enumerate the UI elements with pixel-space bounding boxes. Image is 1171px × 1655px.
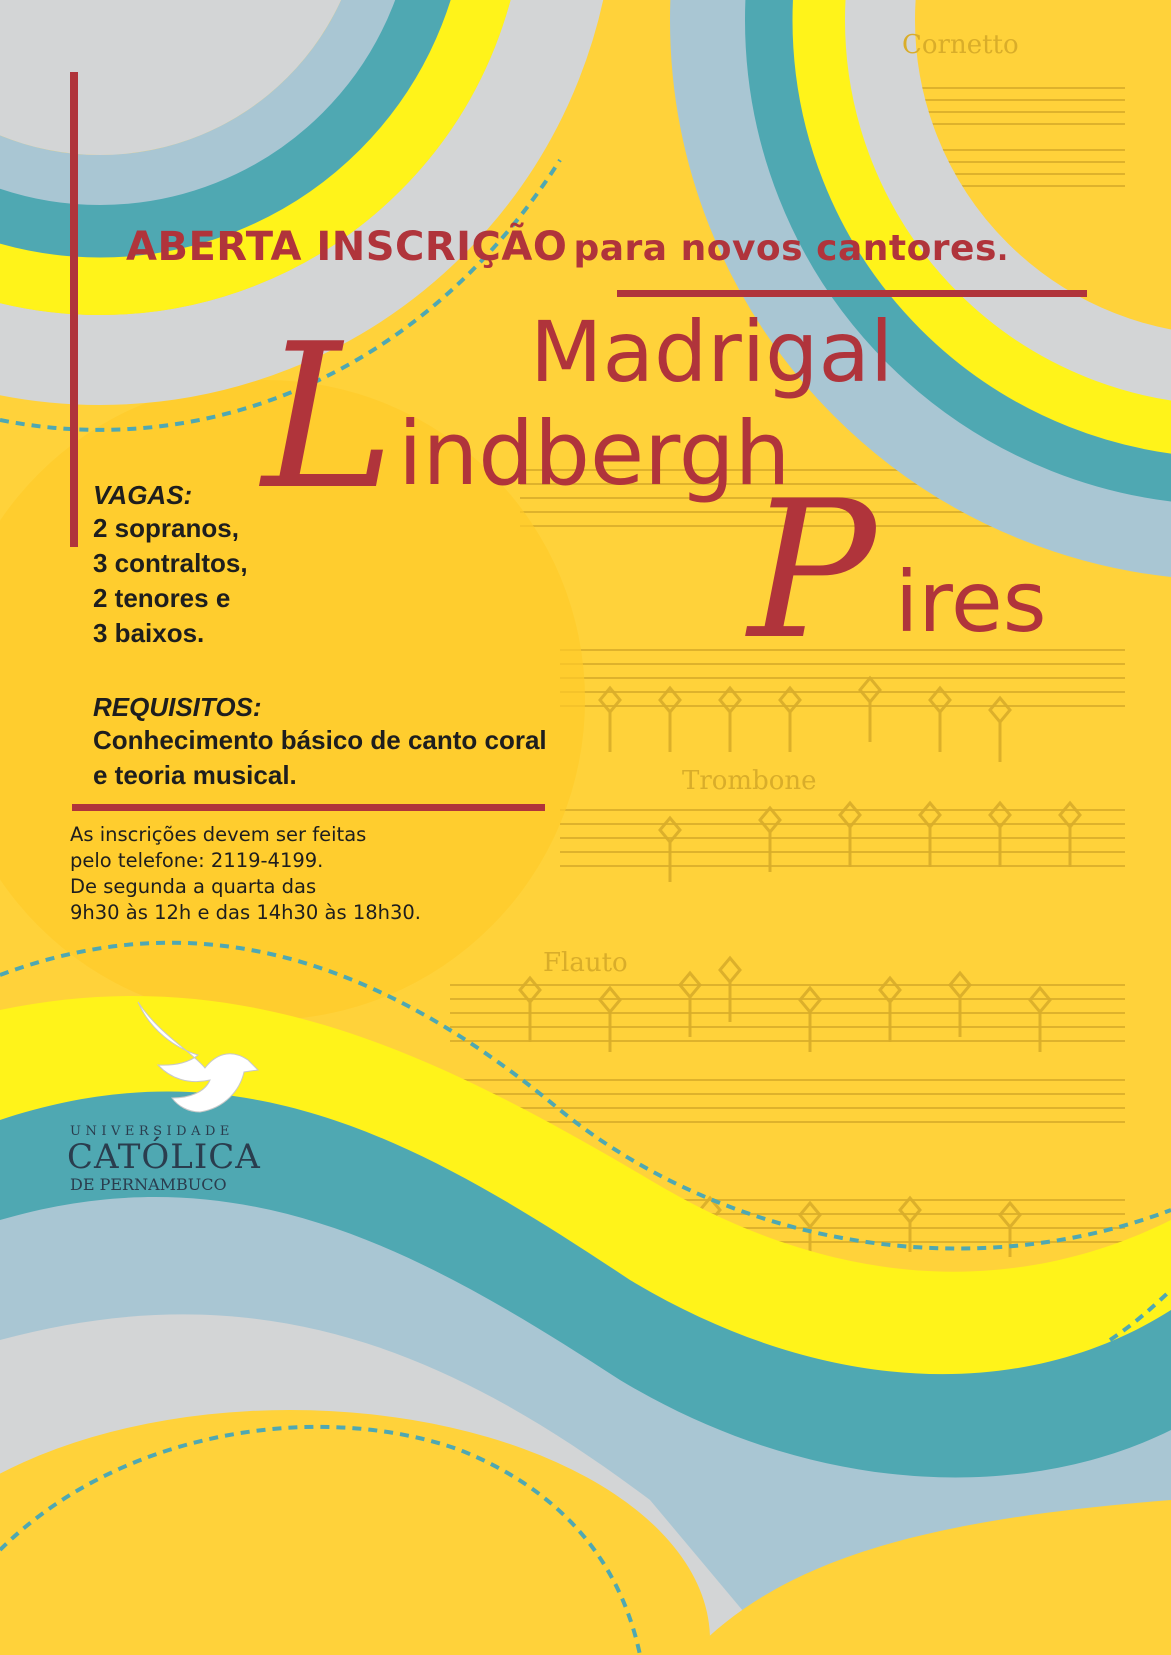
contact-line: pelo telefone: 2119-4199. <box>70 849 324 872</box>
title-first-name-rest: indbergh <box>398 402 791 505</box>
logo-line-pernambuco: DE PERNAMBUCO <box>70 1175 227 1194</box>
vagas-item: 3 contraltos, <box>93 548 248 578</box>
title-initial-p: P <box>748 460 876 681</box>
logo-line-catolica: CATÓLICA <box>67 1137 261 1177</box>
requisitos-line: Conhecimento básico de canto coral <box>93 725 547 755</box>
headline-part2: para novos cantores <box>573 228 997 269</box>
contact-line: De segunda a quarta das <box>70 875 317 898</box>
contact-line: As inscrições devem ser feitas <box>70 823 367 846</box>
vagas-item: 2 sopranos, <box>93 513 239 543</box>
title-madrigal: Madrigal <box>530 303 894 401</box>
requisitos-section <box>93 692 547 793</box>
requisitos-line: e teoria musical. <box>93 760 297 790</box>
title-last-name-rest: ires <box>895 553 1047 651</box>
headline <box>126 224 1076 270</box>
headline-part1: ABERTA INSCRIÇÃO <box>126 224 568 270</box>
sheet-label-trombone: Trombone <box>682 766 817 796</box>
headline-underline <box>617 290 1087 297</box>
vagas-item: 2 tenores e <box>93 583 231 613</box>
sheet-label-flauto: Flauto <box>543 948 628 978</box>
info-divider <box>72 804 545 811</box>
headline-end: . <box>996 233 1009 268</box>
contact-info <box>70 822 421 926</box>
logo-line-universidade: UNIVERSIDADE <box>70 1124 234 1139</box>
vagas-item: 3 baixos. <box>93 618 205 648</box>
vertical-red-bar <box>70 72 78 547</box>
university-logo <box>62 1124 272 1194</box>
sheet-label-cornetto: Cornetto <box>902 30 1019 60</box>
contact-line: 9h30 às 12h e das 14h30 às 18h30. <box>70 901 422 924</box>
vagas-section <box>93 480 248 651</box>
title-initial-l: L <box>262 301 395 534</box>
requisitos-label: REQUISITOS: <box>93 692 262 722</box>
vagas-label: VAGAS: <box>93 480 193 510</box>
